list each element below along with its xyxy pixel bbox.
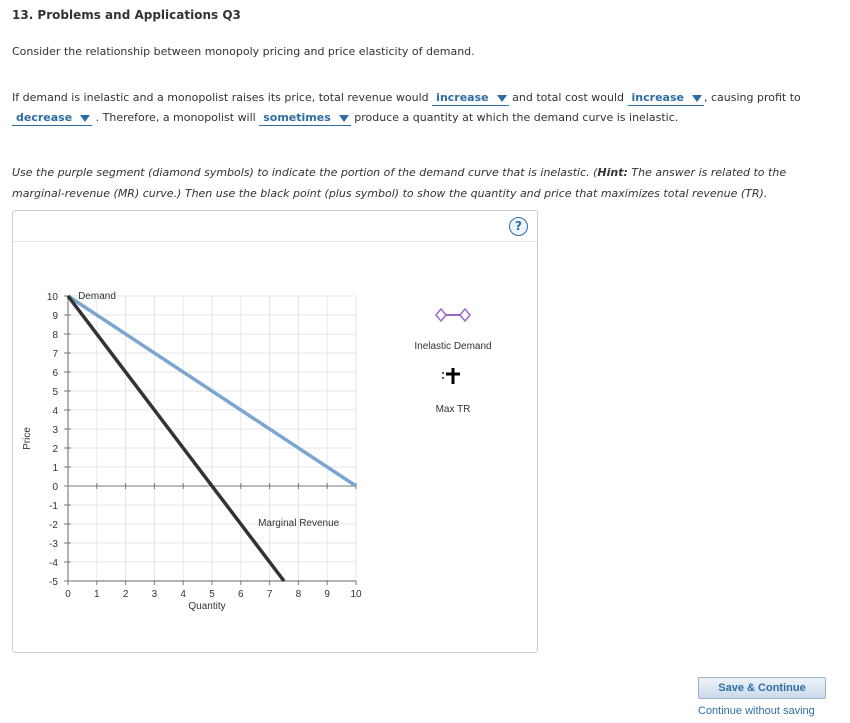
x-tick-label: 9 xyxy=(324,589,330,600)
graph-panel xyxy=(12,210,538,653)
x-tick-label: 7 xyxy=(266,589,273,600)
question-text-2: and total cost would xyxy=(512,91,625,104)
x-tick-label: 3 xyxy=(151,589,158,600)
y-tick-label: -5 xyxy=(49,577,58,588)
total-revenue-dropdown-value: increase xyxy=(436,91,489,104)
question-text-5: produce a quantity at which the demand curve is inelastic. xyxy=(354,111,679,124)
x-tick-label: 4 xyxy=(180,589,186,600)
x-tick-label: 1 xyxy=(94,589,100,600)
y-tick-label: 4 xyxy=(52,406,58,417)
y-tick-label: 1 xyxy=(52,463,58,474)
profit-dropdown[interactable] xyxy=(12,111,92,126)
diamond-icon[interactable] xyxy=(460,309,470,321)
x-axis-label: Quantity xyxy=(188,601,226,612)
save-continue-button[interactable]: Save & Continue xyxy=(698,677,826,699)
continue-without-saving-link[interactable]: Continue without saving xyxy=(698,705,815,717)
instruction-part-1: Use the purple segment (diamond symbols) to indicate the portion of the demand curve that is inelastic. ( xyxy=(12,166,598,179)
y-tick-label: 5 xyxy=(52,387,58,398)
x-tick-label: 2 xyxy=(122,589,129,600)
grid-lines xyxy=(68,296,356,581)
y-tick-label: 7 xyxy=(52,349,58,360)
question-text-3: , causing profit to xyxy=(703,91,801,104)
dropdown-arrow-icon xyxy=(80,115,90,122)
plus-dot xyxy=(442,372,444,374)
y-tick-label: 6 xyxy=(52,368,58,379)
y-tick-label: 10 xyxy=(46,292,58,303)
tool-palette[interactable] xyxy=(414,309,491,415)
page-title: 13. Problems and Applications Q3 xyxy=(12,8,241,22)
axis-labels xyxy=(22,292,362,612)
hint-label: Hint: xyxy=(597,166,628,179)
dropdown-arrow-icon xyxy=(692,95,702,102)
y-tick-label: 0 xyxy=(52,482,58,493)
diamond-icon[interactable] xyxy=(436,309,446,321)
intro-text: Consider the relationship between monopoly pricing and price elasticity of demand. xyxy=(12,45,475,58)
plus-dot xyxy=(442,377,444,379)
y-tick-label: -2 xyxy=(49,520,58,531)
x-tick-label: 10 xyxy=(350,589,362,600)
marginal-revenue-curve xyxy=(68,296,284,581)
total-revenue-dropdown[interactable] xyxy=(432,91,508,106)
y-tick-label: 9 xyxy=(52,311,58,322)
x-tick-label: 8 xyxy=(295,589,302,600)
total-cost-dropdown[interactable] xyxy=(628,91,704,106)
axes xyxy=(64,296,356,585)
y-tick-label: -1 xyxy=(49,501,58,512)
question-paragraph xyxy=(12,88,832,128)
total-cost-dropdown-value: increase xyxy=(631,91,684,104)
instruction-text xyxy=(12,162,838,204)
y-tick-label: 8 xyxy=(52,330,58,341)
x-tick-label: 5 xyxy=(209,589,215,600)
help-icon[interactable]: ? xyxy=(509,217,528,236)
marginal-revenue-label: Marginal Revenue xyxy=(258,517,340,529)
y-tick-label: -4 xyxy=(49,558,58,569)
demand-label: Demand xyxy=(78,291,116,302)
inelastic-demand-tool-label: Inelastic Demand xyxy=(414,341,492,352)
monopolist-dropdown[interactable] xyxy=(259,111,351,126)
x-tick-label: 0 xyxy=(65,589,71,600)
question-text-4: . Therefore, a monopolist will xyxy=(95,111,256,124)
dropdown-arrow-icon xyxy=(339,115,349,122)
dropdown-arrow-icon xyxy=(497,95,507,102)
y-tick-label: 2 xyxy=(52,444,58,455)
x-tick-label: 6 xyxy=(238,589,244,600)
monopolist-dropdown-value: sometimes xyxy=(263,111,331,124)
question-text-1: If demand is inelastic and a monopolist raises its price, total revenue would xyxy=(12,91,429,104)
profit-dropdown-value: decrease xyxy=(16,111,73,124)
y-tick-label: 3 xyxy=(52,425,58,436)
instruction-part-2: The answer is related to the marginal-revenue (MR) curve.) Then use the black point (plus symbol) to show the quantity and price that maximizes total revenue (TR). xyxy=(12,166,787,200)
y-tick-label: -3 xyxy=(49,539,58,550)
max-tr-tool-label: Max TR xyxy=(435,404,471,415)
graph-svg[interactable] xyxy=(13,211,537,652)
y-axis-label: Price xyxy=(22,427,33,450)
